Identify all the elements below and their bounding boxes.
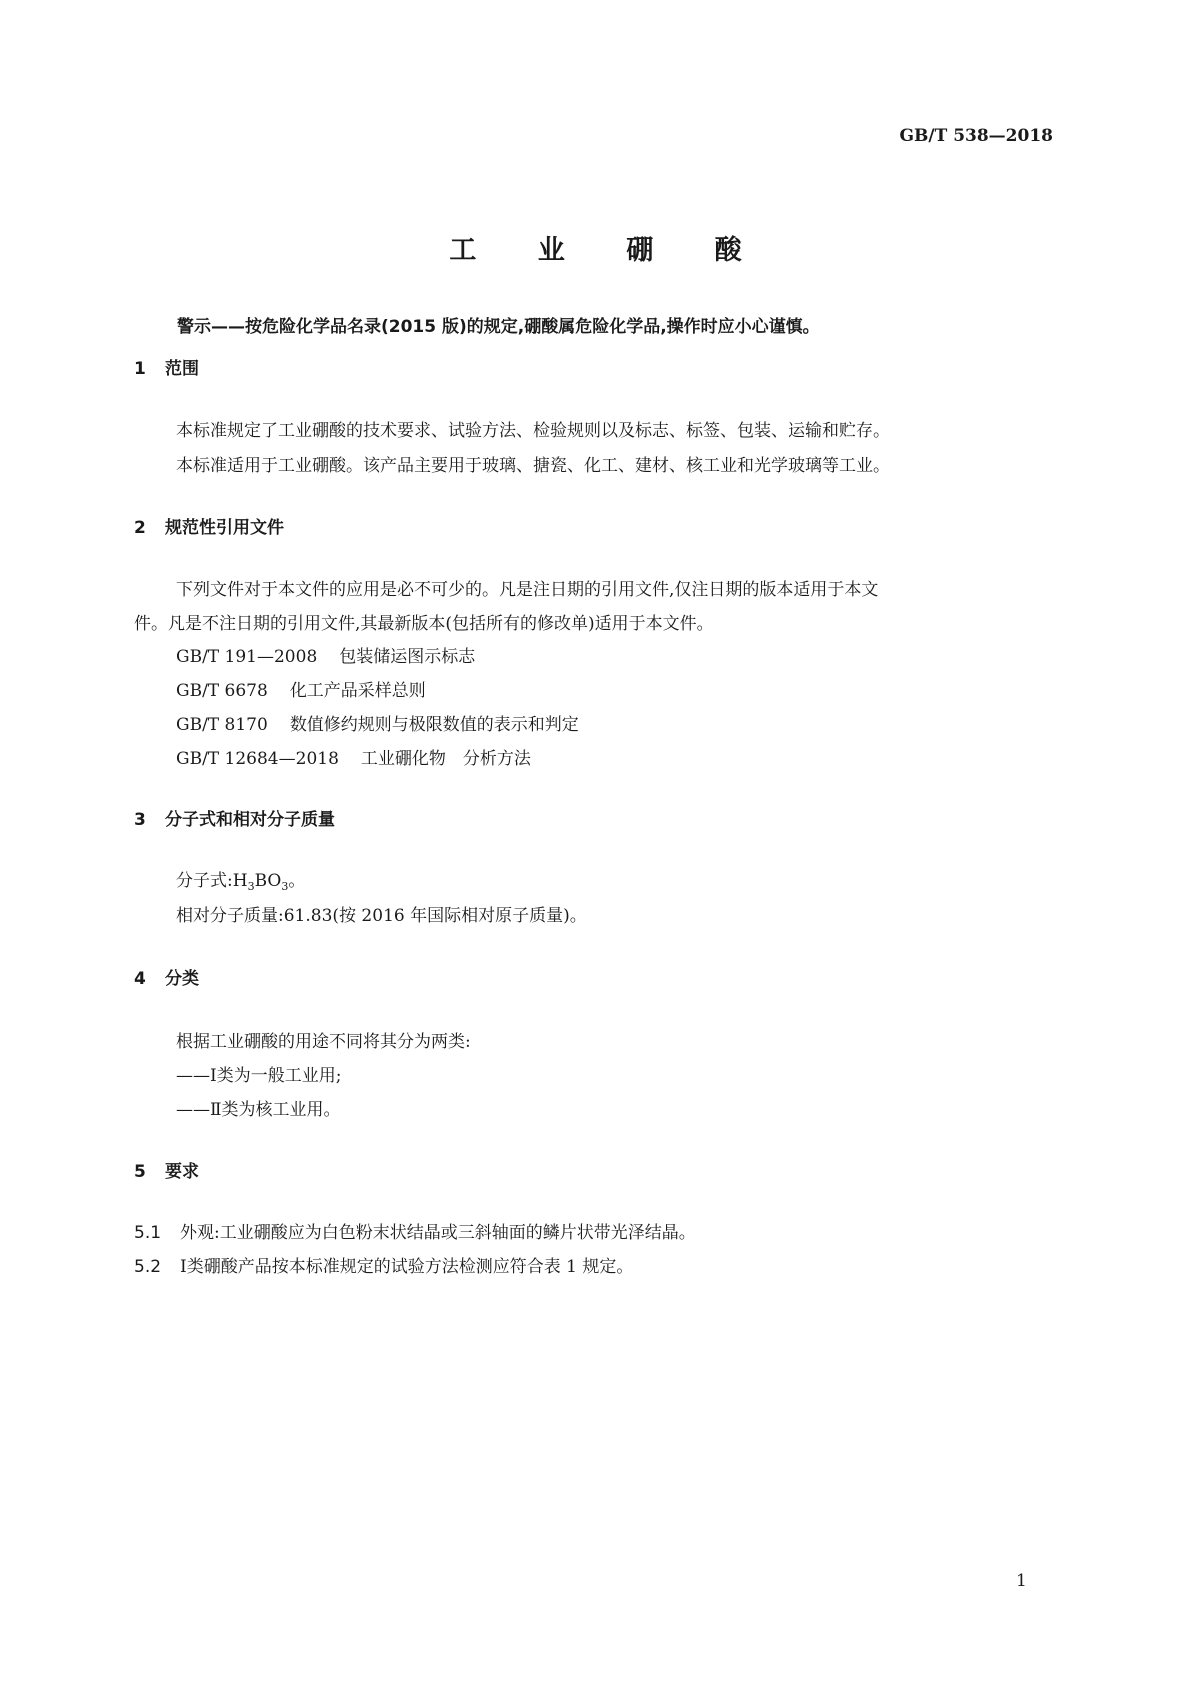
section-1-paragraph-1: 本标准规定了工业硼酸的技术要求、试验方法、检验规则以及标志、标签、包装、运输和贮存。 <box>176 421 890 441</box>
molecular-mass: 相对分子质量:61.83(按 2016 年国际相对原子质量)。 <box>176 906 587 926</box>
section-5-heading <box>134 1157 199 1182</box>
section-title: 范围 <box>165 359 199 379</box>
section-number: 3 <box>134 810 146 830</box>
section-2-paragraph-line-1: 下列文件对于本文件的应用是必不可少的。凡是注日期的引用文件,仅注日期的版本适用于本文 <box>176 580 879 600</box>
reference-name: 数值修约规则与极限数值的表示和判定 <box>289 715 579 735</box>
section-1-paragraph-2: 本标准适用于工业硼酸。该产品主要用于玻璃、搪瓷、化工、建材、核工业和光学玻璃等工业。 <box>176 456 890 476</box>
section-title: 分子式和相对分子质量 <box>165 810 335 830</box>
reference-name: 工业硼化物 分析方法 <box>360 749 531 769</box>
reference-name: 化工产品采样总则 <box>289 681 426 701</box>
document-title: 工 业 硼 酸 <box>449 235 768 266</box>
classification-intro: 根据工业硼酸的用途不同将其分为两类: <box>176 1032 471 1052</box>
reference-item <box>176 642 475 667</box>
formula-label: 分子式: <box>176 871 233 891</box>
section-title: 规范性引用文件 <box>165 518 284 538</box>
list-item: ——Ⅰ类为一般工业用; <box>176 1066 342 1086</box>
formula-subscript: 3 <box>247 880 255 893</box>
section-2-paragraph-line-2: 件。凡是不注日期的引用文件,其最新版本(包括所有的修改单)适用于本文件。 <box>134 614 714 634</box>
list-item: ——Ⅱ类为核工业用。 <box>176 1100 341 1120</box>
formula-end: 。 <box>288 871 306 891</box>
reference-code: GB/T 12684—2018 <box>176 749 339 769</box>
reference-code: GB/T 8170 <box>176 715 268 735</box>
clause-5-2 <box>134 1252 633 1277</box>
section-number: 2 <box>134 518 146 538</box>
reference-item <box>176 744 531 769</box>
formula-subscript: 3 <box>281 880 289 893</box>
section-title: 分类 <box>165 969 199 989</box>
section-1-heading <box>134 354 199 379</box>
clause-number: 5.2 <box>134 1257 162 1277</box>
reference-code: GB/T 6678 <box>176 681 268 701</box>
page-number: 1 <box>1016 1571 1027 1591</box>
reference-name: 包装储运图示标志 <box>339 647 476 667</box>
molecular-formula <box>176 866 305 891</box>
section-3-heading <box>134 805 335 830</box>
clause-number: 5.1 <box>134 1223 162 1243</box>
section-2-heading <box>134 513 284 538</box>
clause-5-1 <box>134 1218 696 1243</box>
clause-text: 外观:工业硼酸应为白色粉末状结晶或三斜轴面的鳞片状带光泽结晶。 <box>180 1223 696 1243</box>
warning-notice: 警示——按危险化学品名录(2015 版)的规定,硼酸属危险化学品,操作时应小心谨慎。 <box>177 317 820 337</box>
section-number: 4 <box>134 969 146 989</box>
clause-text: Ⅰ类硼酸产品按本标准规定的试验方法检测应符合表 1 规定。 <box>180 1257 634 1277</box>
formula-bo: BO <box>254 871 282 891</box>
standard-code: GB/T 538—2018 <box>899 126 1053 146</box>
section-number: 1 <box>134 359 146 379</box>
section-4-heading <box>134 964 199 989</box>
section-title: 要求 <box>165 1162 199 1182</box>
reference-item <box>176 710 579 735</box>
section-number: 5 <box>134 1162 146 1182</box>
reference-code: GB/T 191—2008 <box>176 647 318 667</box>
reference-item <box>176 676 426 701</box>
formula-h: H <box>232 871 248 891</box>
